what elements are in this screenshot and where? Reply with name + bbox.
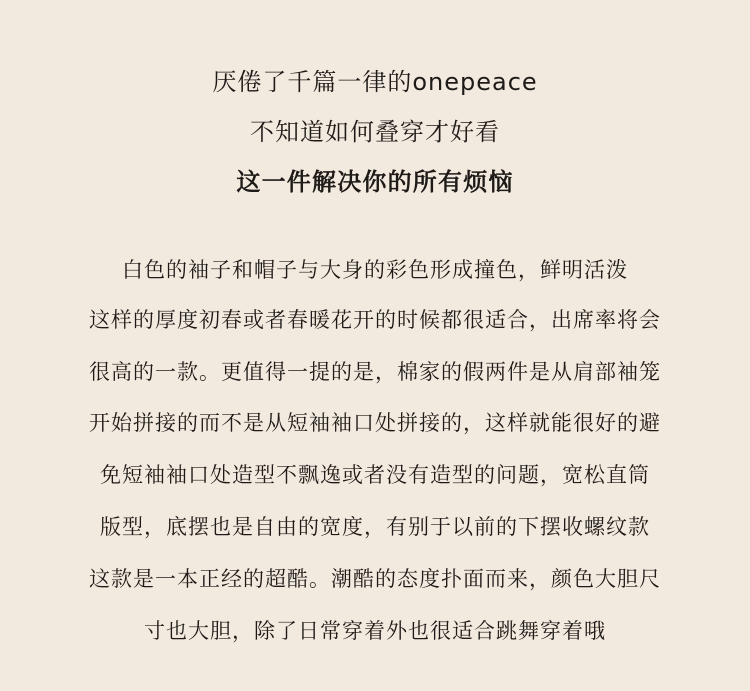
paragraph-line-1: 白色的袖子和帽子与大身的彩色形成撞色，鲜明活泼 [122,258,628,282]
heading-line-2: 不知道如何叠穿才好看 [250,118,500,146]
paragraph-line-7: 这款是一本正经的超酷。潮酷的态度扑面而来，颜色大胆尺 [89,567,661,591]
paragraph-line-2: 这样的厚度初春或者春暖花开的时候都很适合，出席率将会 [89,308,661,332]
heading-line-3-bold: 这一件解决你的所有烦恼 [236,168,514,196]
paragraph-line-8: 寸也大胆，除了日常穿着外也很适合跳舞穿着哦 [144,619,606,643]
paragraph-line-5: 免短袖袖口处造型不飘逸或者没有造型的问题，宽松直筒 [100,463,650,487]
paragraph-line-3: 很高的一款。更值得一提的是，棉家的假两件是从肩部袖笼 [89,360,661,384]
paragraph-line-4: 开始拼接的而不是从短袖袖口处拼接的，这样就能很好的避 [89,411,661,435]
heading-line-1: 厌倦了千篇一律的onepeace [212,68,538,96]
paragraph-line-6: 版型，底摆也是自由的宽度，有别于以前的下摆收螺纹款 [100,515,650,539]
